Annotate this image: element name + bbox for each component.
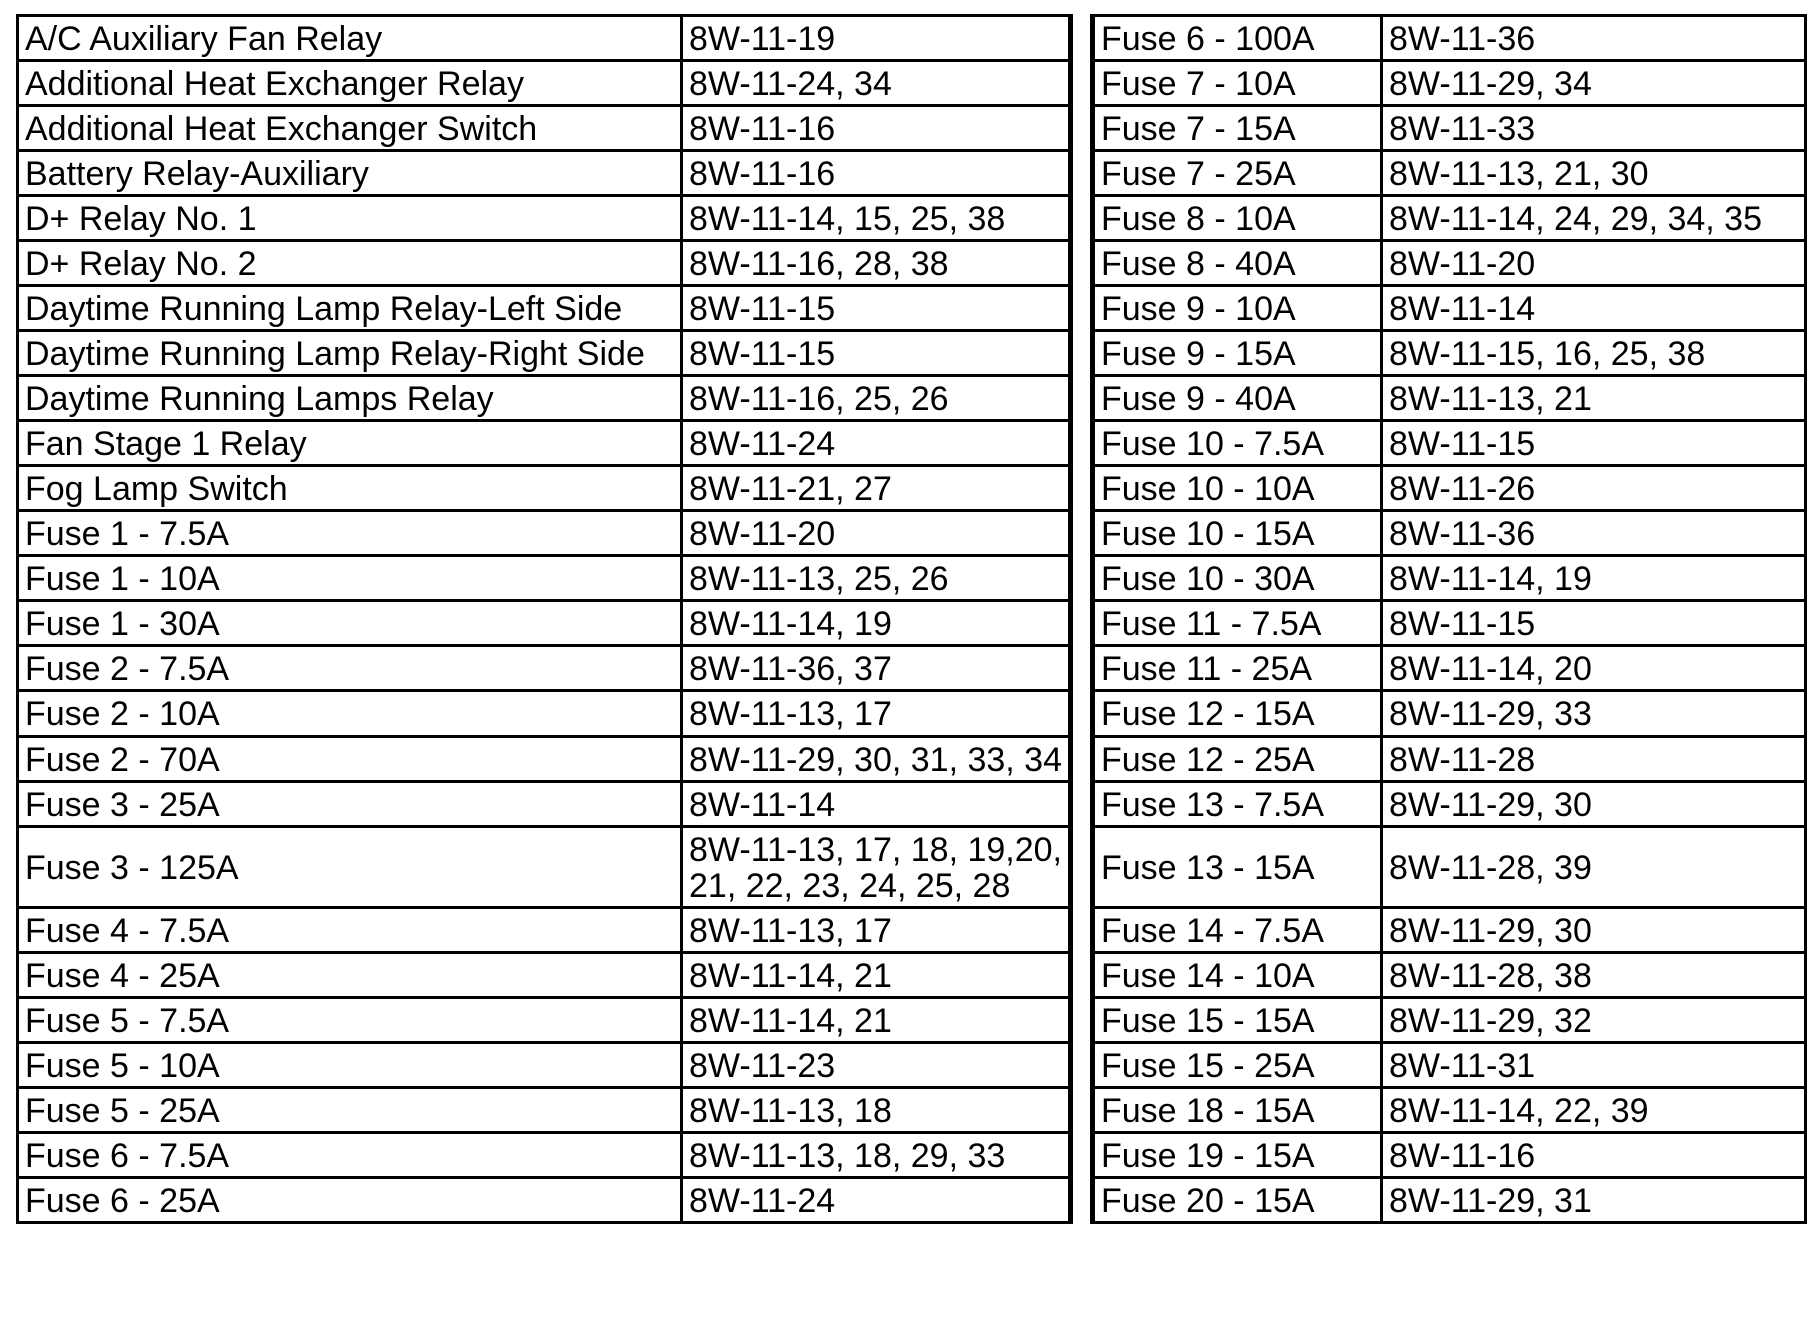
page-reference-cell: 8W-11-33: [1382, 106, 1806, 151]
page-reference-cell: 8W-11-23: [682, 1042, 1070, 1087]
component-name-cell: Fuse 8 - 40A: [1094, 241, 1382, 286]
page-reference-cell: 8W-11-13, 18: [682, 1087, 1070, 1132]
page-reference-cell: 8W-11-16: [1382, 1132, 1806, 1177]
component-name-cell: Fuse 15 - 15A: [1094, 997, 1382, 1042]
page-reference-cell: 8W-11-15, 16, 25, 38: [1382, 331, 1806, 376]
page-reference-cell: 8W-11-20: [1382, 241, 1806, 286]
component-name-cell: Fuse 5 - 7.5A: [18, 997, 682, 1042]
page-reference-cell: 8W-11-29, 32: [1382, 997, 1806, 1042]
component-name-cell: Fan Stage 1 Relay: [18, 421, 682, 466]
page-reference-cell: 8W-11-15: [682, 286, 1070, 331]
component-name-cell: Daytime Running Lamp Relay-Right Side: [18, 331, 682, 376]
page-reference-cell: 8W-11-13, 17, 18, 19,20, 21, 22, 23, 24, 25, 28: [682, 826, 1070, 907]
table-row: [1094, 151, 1806, 196]
table-row: [18, 646, 1070, 691]
component-name-cell: Fuse 12 - 25A: [1094, 736, 1382, 781]
component-name-cell: Fuse 6 - 7.5A: [18, 1132, 682, 1177]
page-reference-cell: 8W-11-14, 19: [682, 601, 1070, 646]
component-name-cell: Fuse 3 - 25A: [18, 781, 682, 826]
page-reference-cell: 8W-11-13, 25, 26: [682, 556, 1070, 601]
component-name-cell: Battery Relay-Auxiliary: [18, 151, 682, 196]
page-reference-cell: 8W-11-13, 17: [682, 907, 1070, 952]
table-row: [1094, 61, 1806, 106]
page-reference-cell: 8W-11-14: [1382, 286, 1806, 331]
component-name-cell: Fuse 2 - 7.5A: [18, 646, 682, 691]
component-name-cell: Fuse 2 - 70A: [18, 736, 682, 781]
table-row: [18, 511, 1070, 556]
page-reference-cell: 8W-11-14, 15, 25, 38: [682, 196, 1070, 241]
component-name-cell: Fuse 4 - 25A: [18, 952, 682, 997]
table-row: [1094, 907, 1806, 952]
component-name-cell: Fuse 12 - 15A: [1094, 691, 1382, 736]
component-name-cell: Additional Heat Exchanger Relay: [18, 61, 682, 106]
component-name-cell: Fuse 19 - 15A: [1094, 1132, 1382, 1177]
table-row: [1094, 1087, 1806, 1132]
component-name-cell: Fog Lamp Switch: [18, 466, 682, 511]
table-row: [1094, 376, 1806, 421]
table-row: [18, 1132, 1070, 1177]
table-row: [18, 556, 1070, 601]
table-row: [18, 286, 1070, 331]
page-reference-cell: 8W-11-16, 28, 38: [682, 241, 1070, 286]
page-reference-cell: 8W-11-13, 17: [682, 691, 1070, 736]
component-name-cell: Fuse 10 - 10A: [1094, 466, 1382, 511]
page-reference-cell: 8W-11-36, 37: [682, 646, 1070, 691]
table-row: [18, 1177, 1070, 1222]
page-reference-cell: 8W-11-21, 27: [682, 466, 1070, 511]
component-name-cell: Fuse 7 - 10A: [1094, 61, 1382, 106]
page-reference-cell: 8W-11-14, 21: [682, 997, 1070, 1042]
component-name-cell: Fuse 11 - 25A: [1094, 646, 1382, 691]
page-reference-cell: 8W-11-15: [1382, 601, 1806, 646]
component-name-cell: Fuse 1 - 7.5A: [18, 511, 682, 556]
table-row: [1094, 952, 1806, 997]
column-divider: [1070, 14, 1093, 1224]
page-reference-cell: 8W-11-36: [1382, 16, 1806, 61]
component-name-cell: Fuse 11 - 7.5A: [1094, 601, 1382, 646]
page-reference-cell: 8W-11-28, 38: [1382, 952, 1806, 997]
page-reference-cell: 8W-11-24: [682, 1177, 1070, 1222]
table-row: [18, 781, 1070, 826]
page-reference-cell: 8W-11-15: [1382, 421, 1806, 466]
component-name-cell: Fuse 15 - 25A: [1094, 1042, 1382, 1087]
component-name-cell: Fuse 4 - 7.5A: [18, 907, 682, 952]
component-name-cell: Fuse 7 - 15A: [1094, 106, 1382, 151]
page-reference-cell: 8W-11-13, 21, 30: [1382, 151, 1806, 196]
table-row: [18, 331, 1070, 376]
component-name-cell: Fuse 1 - 10A: [18, 556, 682, 601]
page-reference-cell: 8W-11-29, 33: [1382, 691, 1806, 736]
page-reference-cell: 8W-11-16: [682, 151, 1070, 196]
page-reference-cell: 8W-11-24: [682, 421, 1070, 466]
component-name-cell: Fuse 6 - 25A: [18, 1177, 682, 1222]
page-reference-cell: 8W-11-20: [682, 511, 1070, 556]
component-name-cell: Fuse 10 - 30A: [1094, 556, 1382, 601]
table-row: [18, 16, 1070, 61]
component-name-cell: Fuse 13 - 7.5A: [1094, 781, 1382, 826]
page-reference-cell: 8W-11-14, 21: [682, 952, 1070, 997]
component-name-cell: Fuse 3 - 125A: [18, 826, 682, 907]
table-row: [18, 196, 1070, 241]
component-name-cell: A/C Auxiliary Fan Relay: [18, 16, 682, 61]
table-row: [18, 1087, 1070, 1132]
table-row: [18, 691, 1070, 736]
component-name-cell: Fuse 7 - 25A: [1094, 151, 1382, 196]
table-row: [1094, 1177, 1806, 1222]
component-index-table-left: [16, 14, 1071, 1224]
table-row: [18, 952, 1070, 997]
component-name-cell: Fuse 13 - 15A: [1094, 826, 1382, 907]
component-name-cell: Fuse 10 - 7.5A: [1094, 421, 1382, 466]
table-row: [1094, 1132, 1806, 1177]
page-reference-cell: 8W-11-16: [682, 106, 1070, 151]
right-table-body: [1094, 16, 1806, 1223]
page-reference-cell: 8W-11-24, 34: [682, 61, 1070, 106]
page-reference-cell: 8W-11-29, 31: [1382, 1177, 1806, 1222]
component-name-cell: Fuse 9 - 15A: [1094, 331, 1382, 376]
component-name-cell: Fuse 6 - 100A: [1094, 16, 1382, 61]
table-row: [1094, 601, 1806, 646]
table-row: [1094, 826, 1806, 907]
component-name-cell: Daytime Running Lamps Relay: [18, 376, 682, 421]
component-name-cell: D+ Relay No. 1: [18, 196, 682, 241]
table-row: [18, 61, 1070, 106]
table-row: [1094, 106, 1806, 151]
component-name-cell: Fuse 10 - 15A: [1094, 511, 1382, 556]
left-table-body: [18, 16, 1070, 1223]
page-reference-cell: 8W-11-29, 30, 31, 33, 34: [682, 736, 1070, 781]
table-row: [18, 241, 1070, 286]
page-reference-cell: 8W-11-13, 18, 29, 33: [682, 1132, 1070, 1177]
page-reference-cell: 8W-11-28, 39: [1382, 826, 1806, 907]
table-row: [1094, 1042, 1806, 1087]
table-row: [18, 997, 1070, 1042]
table-row: [1094, 421, 1806, 466]
table-row: [1094, 736, 1806, 781]
page-reference-cell: 8W-11-26: [1382, 466, 1806, 511]
table-row: [18, 466, 1070, 511]
table-row: [18, 151, 1070, 196]
page-reference-cell: 8W-11-19: [682, 16, 1070, 61]
component-index-table-right: [1092, 14, 1807, 1224]
table-row: [1094, 997, 1806, 1042]
page-reference-cell: 8W-11-16, 25, 26: [682, 376, 1070, 421]
table-row: [1094, 286, 1806, 331]
page-reference-cell: 8W-11-14, 19: [1382, 556, 1806, 601]
table-row: [18, 601, 1070, 646]
table-row: [18, 421, 1070, 466]
table-row: [1094, 556, 1806, 601]
page-reference-cell: 8W-11-15: [682, 331, 1070, 376]
table-row: [18, 826, 1070, 907]
component-name-cell: Fuse 2 - 10A: [18, 691, 682, 736]
table-row: [1094, 16, 1806, 61]
page-reference-cell: 8W-11-14, 22, 39: [1382, 1087, 1806, 1132]
table-row: [18, 1042, 1070, 1087]
component-name-cell: Fuse 5 - 25A: [18, 1087, 682, 1132]
table-row: [18, 376, 1070, 421]
page-reference-cell: 8W-11-14, 24, 29, 34, 35: [1382, 196, 1806, 241]
component-name-cell: Fuse 9 - 10A: [1094, 286, 1382, 331]
page-reference-cell: 8W-11-14, 20: [1382, 646, 1806, 691]
table-row: [18, 907, 1070, 952]
component-name-cell: Fuse 5 - 10A: [18, 1042, 682, 1087]
component-name-cell: Fuse 1 - 30A: [18, 601, 682, 646]
component-name-cell: Fuse 18 - 15A: [1094, 1087, 1382, 1132]
page-reference-cell: 8W-11-28: [1382, 736, 1806, 781]
table-row: [1094, 466, 1806, 511]
component-name-cell: Fuse 9 - 40A: [1094, 376, 1382, 421]
page-reference-cell: 8W-11-13, 21: [1382, 376, 1806, 421]
component-name-cell: Additional Heat Exchanger Switch: [18, 106, 682, 151]
component-name-cell: Fuse 20 - 15A: [1094, 1177, 1382, 1222]
component-name-cell: Daytime Running Lamp Relay-Left Side: [18, 286, 682, 331]
page-reference-cell: 8W-11-29, 30: [1382, 781, 1806, 826]
table-row: [1094, 691, 1806, 736]
table-row: [1094, 331, 1806, 376]
component-name-cell: Fuse 14 - 7.5A: [1094, 907, 1382, 952]
table-row: [18, 736, 1070, 781]
table-row: [1094, 196, 1806, 241]
page-reference-cell: 8W-11-29, 30: [1382, 907, 1806, 952]
table-row: [1094, 646, 1806, 691]
page-reference-cell: 8W-11-29, 34: [1382, 61, 1806, 106]
table-row: [1094, 241, 1806, 286]
table-row: [1094, 781, 1806, 826]
page-reference-cell: 8W-11-36: [1382, 511, 1806, 556]
table-row: [1094, 511, 1806, 556]
component-name-cell: Fuse 14 - 10A: [1094, 952, 1382, 997]
table-row: [18, 106, 1070, 151]
page-reference-cell: 8W-11-31: [1382, 1042, 1806, 1087]
page-reference-cell: 8W-11-14: [682, 781, 1070, 826]
component-name-cell: D+ Relay No. 2: [18, 241, 682, 286]
component-name-cell: Fuse 8 - 10A: [1094, 196, 1382, 241]
